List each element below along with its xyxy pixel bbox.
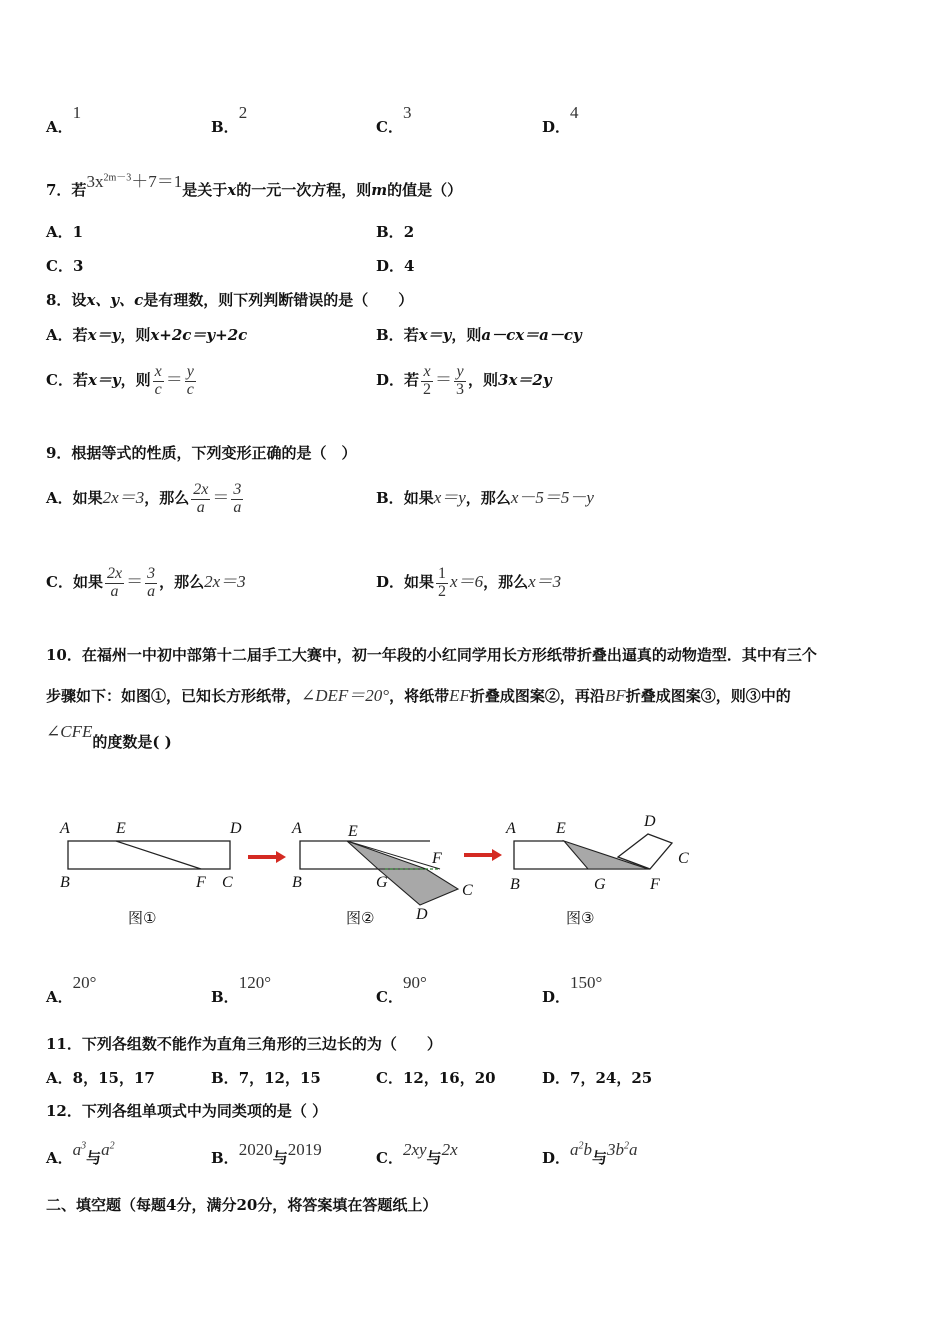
- arrow-1-head: [276, 851, 286, 863]
- fig3-label-a: A: [506, 820, 516, 837]
- q6-option-b: B．2: [211, 103, 248, 136]
- q10-option-a: A．20°: [46, 973, 97, 1006]
- q9-option-a: A．如果2x＝3，那么 $\frac{2x}{a}$ ＝ $\frac{3}{a}$: [46, 480, 242, 516]
- q10-option-c: C．90°: [376, 973, 427, 1006]
- fig1-label-f: F: [196, 874, 206, 891]
- fig1-label-a: A: [60, 820, 70, 837]
- fig1-label-c: C: [222, 874, 233, 891]
- q8-option-a: A．若x＝y，则x+2c＝y+2c: [46, 326, 248, 344]
- fig2-label-f: F: [432, 850, 442, 867]
- fig2-label-b: B: [292, 874, 302, 891]
- fig2-shade-lower: [378, 869, 458, 905]
- arrow-2-head: [492, 849, 502, 861]
- q12-option-c: C．2xy与2x: [376, 1140, 458, 1167]
- fig1-crease-ef: [116, 841, 201, 869]
- fig3-label-b: B: [510, 876, 520, 893]
- q8-option-b: B．若x＝y，则a－cx＝a－cy: [376, 326, 582, 344]
- q10-option-b: B．120°: [211, 973, 271, 1006]
- q7-option-d: D．4: [376, 257, 415, 275]
- q8-option-c: C．若x＝y，则 $\frac{x}{c}$ ＝ $\frac{y}{c}$: [46, 362, 194, 398]
- fig2-label-e: E: [348, 823, 358, 840]
- q6-option-d: D．4: [542, 103, 579, 136]
- q9-option-b: B．如果x＝y，那么x－5＝5－y: [376, 488, 594, 507]
- q6-option-a: A．1: [46, 103, 82, 136]
- fig3-label-g: G: [594, 876, 606, 893]
- fig2-label-d: D: [416, 906, 428, 923]
- fig2-label-a: A: [292, 820, 302, 837]
- q11-option-d: D．7，24，25: [542, 1069, 653, 1087]
- fig2-shade-upper: [347, 841, 426, 869]
- fig3-label-c: C: [678, 850, 689, 867]
- fig1-label-d: D: [230, 820, 242, 837]
- fig1-caption: 图①: [128, 909, 157, 927]
- q6-option-c: C．3: [376, 103, 412, 136]
- fig2-caption: 图②: [346, 909, 375, 927]
- arrow-2: [464, 849, 502, 861]
- q11-stem: 11．下列各组数不能作为直角三角形的三边长的为（ ）: [46, 1035, 442, 1053]
- fig3-label-e: E: [556, 820, 566, 837]
- q11-option-a: A．8，15，17: [46, 1069, 155, 1087]
- section2-title: 二、填空题（每题4分，满分20分，将答案填在答题纸上）: [46, 1196, 438, 1214]
- q10-stem-line2: 步骤如下：如图①，已知长方形纸带，∠DEF＝20°，将纸带EF折叠成图案②，再沿BF折叠成图案③，则③中的: [46, 686, 791, 705]
- q10-option-d: D．150°: [542, 973, 603, 1006]
- fig3-label-d: D: [644, 813, 656, 830]
- fig2-label-g: G: [376, 874, 388, 891]
- q12-option-a: A．$a^3$与$a^2$: [46, 1140, 115, 1167]
- fig1-label-b: B: [60, 874, 70, 891]
- arrow-1: [248, 851, 286, 863]
- q10-stem-line1: 10．在福州一中初中部第十二届手工大赛中，初一年段的小红同学用长方形纸带折叠出逼真的动物造型．其中有三个: [46, 646, 817, 664]
- q7-option-b: B．2: [376, 223, 415, 241]
- q11-option-c: C．12，16，20: [376, 1069, 496, 1087]
- q9-option-d: D．如果 $\frac{1}{2}$ x＝6，那么x＝3: [376, 564, 562, 600]
- q8-stem: 8．设x、y、c是有理数，则下列判断错误的是（ ）: [46, 291, 414, 309]
- q12-stem: 12．下列各组单项式中为同类项的是（ ）: [46, 1102, 328, 1120]
- fig3-caption: 图③: [566, 909, 595, 927]
- fig1-strip: [68, 841, 230, 869]
- q10-stem-line3: ∠CFE的度数是( ): [46, 722, 172, 751]
- q8-option-d: D．若 $\frac{x}{2}$ ＝ $\frac{y}{3}$ ，则3x＝2y: [376, 362, 552, 398]
- q12-option-b: B．2020与2019: [211, 1140, 322, 1167]
- q10-figure: [40, 805, 720, 940]
- fig1: [59, 820, 242, 927]
- fig2-label-c: C: [462, 882, 473, 899]
- q9-option-c: C．如果 $\frac{2x}{a}$ ＝ $\frac{3}{a}$ ，那么2x＝3: [46, 564, 246, 600]
- q9-stem: 9．根据等式的性质，下列变形正确的是（ ）: [46, 444, 357, 462]
- q7-stem: 7．若$3x^{2m-3}+7=1$是关于x的一元一次方程，则m的值是（）: [46, 172, 463, 199]
- q11-option-b: B．7，12，15: [211, 1069, 321, 1087]
- q7-option-c: C．3: [46, 257, 84, 275]
- q7-option-a: A．1: [46, 223, 84, 241]
- q12-option-d: D．$a^2b$与$3b^2a$: [542, 1140, 638, 1167]
- fig3: [505, 813, 689, 927]
- fig3-label-f: F: [650, 876, 660, 893]
- fig1-label-e: E: [116, 820, 126, 837]
- fig2: [291, 820, 473, 927]
